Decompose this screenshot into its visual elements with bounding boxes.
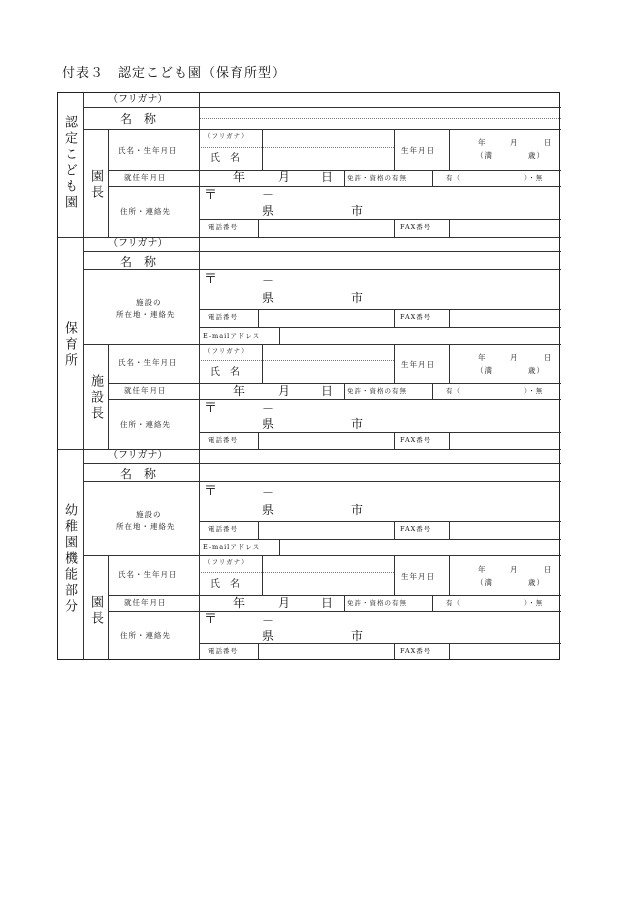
name-label: 名 称 [120,255,157,269]
furigana-small-label: （フリガナ） [204,558,249,566]
person-name-label: 氏 名 [210,153,240,164]
license-label: 免許・資格の有無 [347,599,407,607]
fax-label: FAX番号 [400,525,432,533]
postal-dash: － [262,486,275,500]
address-label: 住所・連絡先 [120,631,171,640]
appointed-label: 就任年月日 [124,386,167,395]
month-label: 月 [510,138,519,147]
age-open-label: （満 [476,578,493,587]
appointed-label: 就任年月日 [124,598,167,607]
license-label: 免許・資格の有無 [347,174,407,182]
appointed-label: 就任年月日 [124,173,167,182]
email-label: E-mailアドレス [203,543,261,551]
year-label: 年 [478,565,487,574]
age-close-label: 歳） [528,151,545,160]
license-has: 有（ [446,174,461,182]
email-label: E-mailアドレス [203,332,261,340]
section-label-youchien: 幼稚園機能部分 [62,503,77,615]
fax-label: FAX番号 [400,223,432,231]
phone-label: 電話番号 [208,223,238,231]
appointed-year: 年 [233,170,246,184]
city-label: 市 [351,629,364,643]
city-label: 市 [351,503,364,517]
prefecture-label: 県 [262,503,275,517]
license-label: 免許・資格の有無 [347,387,407,395]
address-label: 住所・連絡先 [120,420,171,429]
appointed-month: 月 [278,384,291,398]
phone-label: 電話番号 [208,647,238,655]
license-none: ）・無 [524,599,544,607]
license-has: 有（ [446,387,461,395]
appointed-year: 年 [233,384,246,398]
postal-mark: 〒 [204,188,218,203]
person-name-label: 氏 名 [210,579,240,590]
phone-label: 電話番号 [208,436,238,444]
dob-label: 生年月日 [401,146,435,155]
name-label: 名 称 [120,112,157,126]
appointed-day: 日 [321,596,334,610]
facility-address-label-1: 施設の [136,298,162,307]
age-open-label: （満 [476,366,493,375]
age-close-label: 歳） [528,366,545,375]
license-has: 有（ [446,599,461,607]
age-open-label: （満 [476,151,493,160]
prefecture-label: 県 [262,629,275,643]
postal-dash: － [262,188,275,202]
role-label-director: 施設長 [88,374,103,422]
phone-label: 電話番号 [208,313,238,321]
furigana-label: （フリガナ） [108,94,168,105]
prefecture-label: 県 [262,291,275,305]
appointed-year: 年 [233,596,246,610]
day-label: 日 [544,138,553,147]
year-label: 年 [478,138,487,147]
month-label: 月 [510,565,519,574]
postal-dash: － [262,614,275,628]
furigana-label: （フリガナ） [108,450,168,461]
facility-address-label-2: 所在地・連絡先 [116,310,176,319]
name-dob-label: 氏名・生年月日 [118,358,178,367]
city-label: 市 [351,204,364,218]
role-label-principal-2: 園長 [88,595,103,627]
furigana-small-label: （フリガナ） [204,132,249,140]
name-dob-label: 氏名・生年月日 [118,570,178,579]
facility-address-label-1: 施設の [136,510,162,519]
license-none: ）・無 [524,174,544,182]
license-none: ）・無 [524,387,544,395]
fax-label: FAX番号 [400,313,432,321]
age-close-label: 歳） [528,578,545,587]
page-title: 付表３ 認定こども園（保育所型） [62,66,287,81]
section-label-hoikusho: 保育所 [62,321,77,369]
postal-dash: － [262,402,275,416]
month-label: 月 [510,353,519,362]
day-label: 日 [544,353,553,362]
furigana-small-label: （フリガナ） [204,347,249,355]
phone-label: 電話番号 [208,525,238,533]
year-label: 年 [478,353,487,362]
name-dob-label: 氏名・生年月日 [118,146,178,155]
name-label: 名 称 [120,467,157,481]
furigana-label: （フリガナ） [108,238,168,249]
facility-address-label-2: 所在地・連絡先 [116,522,176,531]
dob-label: 生年月日 [401,572,435,581]
prefecture-label: 県 [262,417,275,431]
postal-dash: － [262,274,275,288]
postal-mark: 〒 [204,401,218,416]
city-label: 市 [351,291,364,305]
postal-mark: 〒 [204,612,218,627]
appointed-day: 日 [321,170,334,184]
role-label-principal-1: 園長 [88,169,103,201]
city-label: 市 [351,417,364,431]
fax-label: FAX番号 [400,436,432,444]
day-label: 日 [544,565,553,574]
appointed-month: 月 [278,170,291,184]
appointed-day: 日 [321,384,334,398]
section-label-kodomoen: 認定こども園 [62,115,77,211]
postal-mark: 〒 [204,484,218,499]
fax-label: FAX番号 [400,647,432,655]
application-form [57,92,560,660]
appointed-month: 月 [278,596,291,610]
postal-mark: 〒 [204,272,218,287]
person-name-label: 氏 名 [210,367,240,378]
dob-label: 生年月日 [401,360,435,369]
prefecture-label: 県 [262,204,275,218]
address-label: 住所・連絡先 [120,207,171,216]
